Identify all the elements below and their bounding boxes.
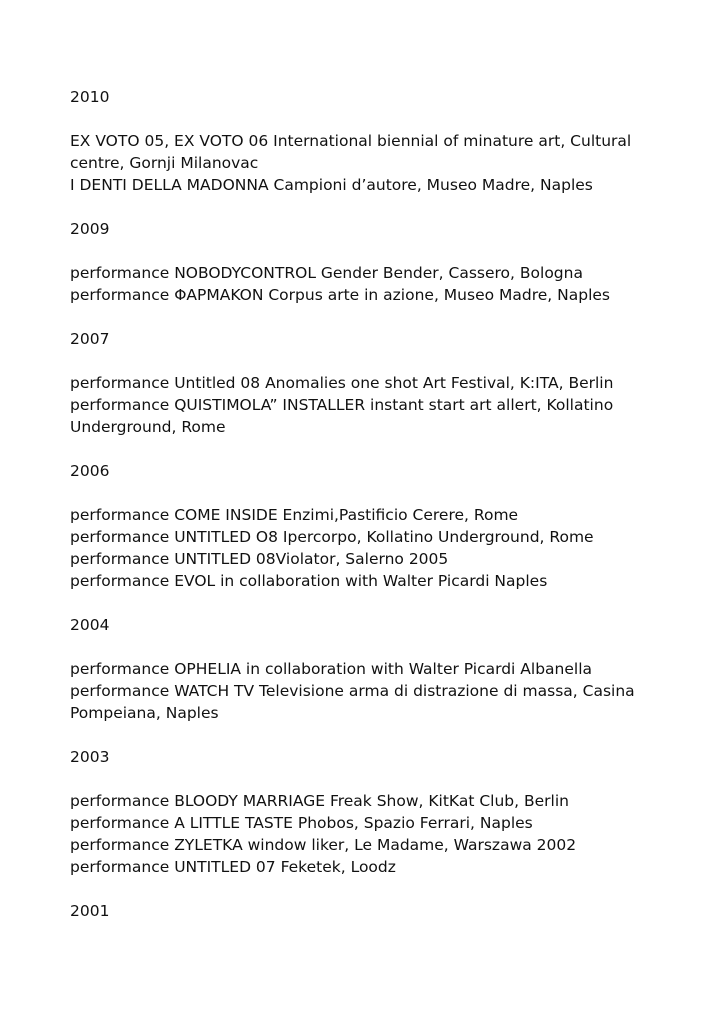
exhibition-entry: performance COME INSIDE Enzimi,Pastificio Cerere, Rome: [70, 506, 519, 524]
exhibition-entry: performance ZYLETKA window liker, Le Madame, Warszawa 2002: [70, 836, 577, 854]
exhibition-entry: performance NOBODYCONTROL Gender Bender, Cassero, Bologna: [70, 264, 583, 282]
exhibition-entry: performance UNTITLED 07 Feketek, Loodz: [70, 858, 396, 876]
exhibition-entry: performance UNTITLED O8 Ipercorpo, Kollatino Underground, Rome: [70, 528, 594, 546]
year-heading: 2004: [70, 616, 110, 634]
year-entries: [70, 262, 650, 306]
exhibition-entry: performance UNTITLED 08Violator, Salerno 2005: [70, 550, 449, 568]
year-entries: [70, 130, 650, 196]
exhibition-entry: performance ΦAPMAKON Corpus arte in azione, Museo Madre, Naples: [70, 286, 611, 304]
exhibition-entry: I DENTI DELLA MADONNA Campioni d’autore, Museo Madre, Naples: [70, 176, 593, 194]
year-heading: 2009: [70, 220, 110, 238]
exhibition-entry: performance BLOODY MARRIAGE Freak Show, KitKat Club, Berlin: [70, 792, 569, 810]
exhibition-entry: performance Untitled 08 Anomalies one shot Art Festival, K:ITA, Berlin: [70, 374, 614, 392]
year-entries: [70, 504, 650, 592]
year-entries: [70, 372, 650, 438]
exhibition-entry: performance WATCH TV Televisione arma di distrazione di massa, Casina Pompeiana, Naples: [70, 682, 635, 722]
exhibition-entry: performance QUISTIMOLA” INSTALLER instant start art allert, Kollatino Underground, Rome: [70, 396, 614, 436]
year-heading: 2001: [70, 902, 110, 920]
exhibition-entry: performance A LITTLE TASTE Phobos, Spazio Ferrari, Naples: [70, 814, 533, 832]
year-heading: 2006: [70, 462, 110, 480]
exhibition-entry: performance OPHELIA in collaboration with Walter Picardi Albanella: [70, 660, 592, 678]
year-heading: 2007: [70, 330, 110, 348]
exhibition-history-document: [70, 86, 650, 944]
year-entries: [70, 658, 650, 724]
year-heading: 2003: [70, 748, 110, 766]
year-entries: [70, 790, 650, 878]
year-heading: 2010: [70, 88, 110, 106]
exhibition-entry: performance EVOL in collaboration with Walter Picardi Naples: [70, 572, 548, 590]
exhibition-entry: EX VOTO 05, EX VOTO 06 International biennial of minature art, Cultural centre, Gornji Milanovac: [70, 132, 632, 172]
